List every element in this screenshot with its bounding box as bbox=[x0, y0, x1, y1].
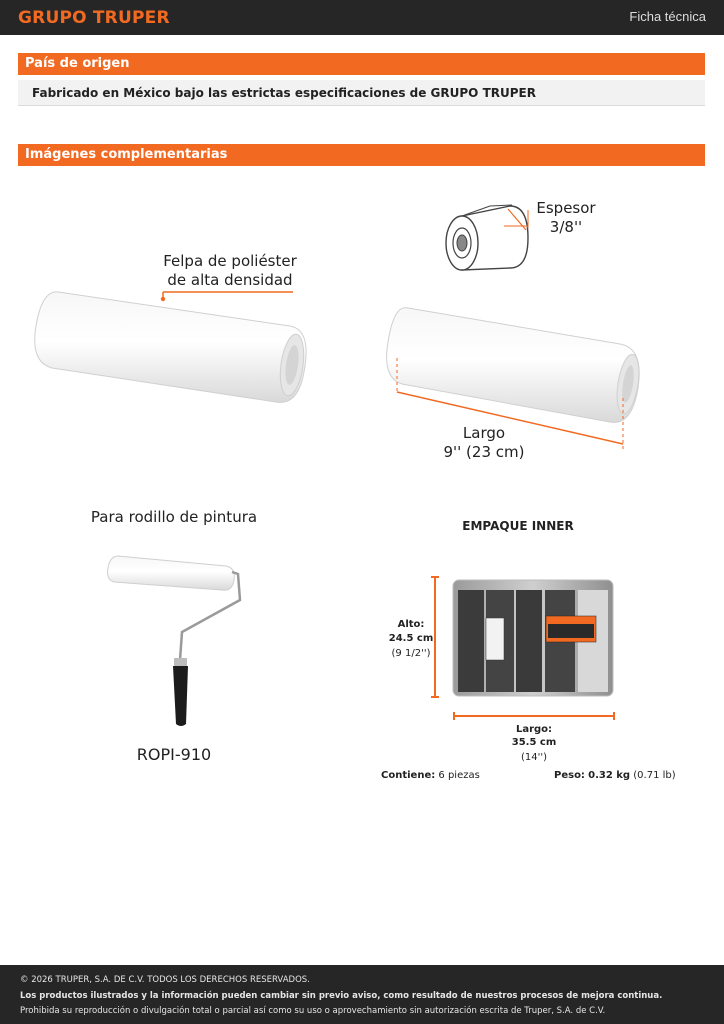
peso-value: 0.32 kg bbox=[588, 770, 631, 781]
espesor-value: 3/8'' bbox=[549, 218, 583, 236]
document-type: Ficha técnica bbox=[629, 9, 706, 24]
largo-value: 9'' (23 cm) bbox=[443, 443, 525, 461]
largo-pack-inches: (14'') bbox=[520, 752, 548, 763]
para-rodillo-label: Para rodillo de pintura bbox=[90, 508, 258, 526]
roller-cover-dimension-icon bbox=[387, 308, 643, 423]
peso-row bbox=[554, 769, 676, 783]
alto-inches: (9 1/2'') bbox=[391, 648, 431, 659]
alto-value: 24.5 cm bbox=[388, 633, 434, 644]
largo-pack-value: 35.5 cm bbox=[511, 737, 557, 748]
contiene-row bbox=[381, 769, 480, 783]
largo-label: Largo bbox=[462, 424, 506, 442]
contiene-value: 6 piezas bbox=[438, 770, 480, 781]
alto-label: Alto: bbox=[397, 619, 425, 630]
felpa-label-line1: Felpa de poliéster bbox=[163, 252, 297, 270]
roller-cover-icon bbox=[35, 292, 307, 403]
package-icon bbox=[453, 580, 613, 696]
origin-text: Fabricado en México bajo las estrictas especificaciones de GRUPO TRUPER bbox=[18, 80, 705, 106]
peso-label: Peso: bbox=[554, 770, 585, 781]
brand-logo: GRUPO TRUPER bbox=[18, 8, 170, 28]
largo-pack-label: Largo: bbox=[515, 724, 553, 735]
model-code: ROPI-910 bbox=[136, 745, 212, 764]
peso-lb: (0.71 lb) bbox=[633, 770, 676, 781]
contiene-label: Contiene: bbox=[381, 770, 436, 781]
footer-prohibition: Prohibida su reproducción o divulgación total o parcial así como su uso o aprovechamiento sin autorización escrita de Truper, S.A. de C.V. bbox=[20, 1006, 606, 1016]
packaging-title: EMPAQUE INNER bbox=[462, 519, 574, 533]
paint-roller-icon bbox=[108, 556, 240, 726]
origin-section-title: País de origen bbox=[18, 53, 705, 75]
footer-copyright: © 2026 TRUPER, S.A. DE C.V. TODOS LOS DERECHOS RESERVADOS. bbox=[20, 975, 310, 985]
footer-notice: Los productos ilustrados y la información pueden cambiar sin previo aviso, como resultado de nuestros procesos de mejora continua. bbox=[20, 991, 663, 1001]
espesor-label: Espesor bbox=[536, 199, 596, 217]
images-section-title: Imágenes complementarias bbox=[18, 144, 705, 166]
felpa-label-line2: de alta densidad bbox=[167, 271, 293, 289]
footer bbox=[0, 965, 724, 1024]
roller-end-icon bbox=[446, 205, 528, 270]
